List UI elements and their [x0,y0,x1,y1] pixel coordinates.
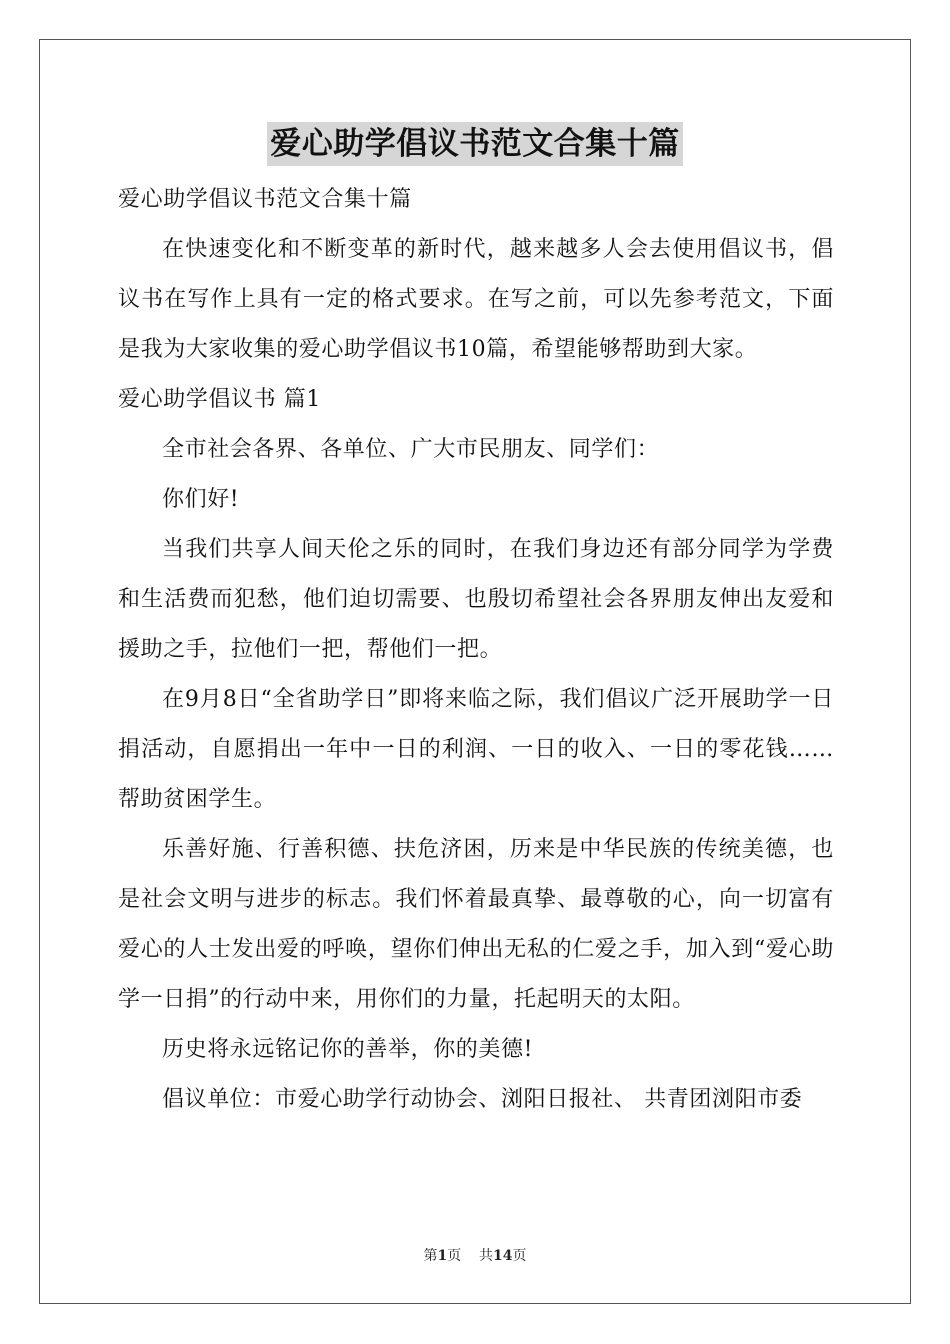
intro-paragraph: 在快速变化和不断变革的新时代，越来越多人会去使用倡议书，倡议书在写作上具有一定的格式要求。在写之前，可以先参考范文，下面是我为大家收集的爱心助学倡议书10篇，希望能够帮助到大家。 [118,237,834,362]
document-body [118,175,834,1125]
sponsor-paragraph: 倡议单位：市爱心助学行动协会、浏阳日报社、 共青团浏阳市委 [162,1087,803,1112]
total-pages-number: 14 [493,1248,513,1264]
greeting-paragraph: 你们好! [162,487,240,512]
document-subtitle: 爱心助学倡议书范文合集十篇 [118,187,412,212]
page-suffix: 页 [447,1248,462,1264]
document-title: 爱心助学倡议书范文合集十篇 [267,122,683,166]
total-suffix: 页 [512,1248,527,1264]
body-paragraph: 当我们共享人间天伦之乐的同时，在我们身边还有部分同学为学费和生活费而犯愁，他们迫切需要、也殷切希望社会各界朋友伸出友爱和援助之手，拉他们一把，帮他们一把。 [118,537,834,662]
section-heading: 爱心助学倡议书 篇1 [118,387,321,412]
title-area [0,122,950,166]
page-prefix: 第 [423,1248,438,1264]
body-paragraph: 在9月8日“全省助学日”即将来临之际，我们倡议广泛开展助学一日捐活动，自愿捐出一年中一日的利润、一日的收入、一日的零花钱……帮助贫困学生。 [118,687,834,812]
current-page-number: 1 [437,1248,448,1264]
body-paragraph: 乐善好施、行善积德、扶危济困，历来是中华民族的传统美德，也是社会文明与进步的标志。我们怀着最真挚、最尊敬的心，向一切富有爱心的人士发出爱的呼唤，望你们伸出无私的仁爱之手，加入到“爱心助学一日捐”的行动中来，用你们的力量，托起明天的太阳。 [118,837,834,1012]
page-footer [0,1246,950,1266]
salutation-paragraph: 全市社会各界、各单位、广大市民朋友、同学们： [162,437,660,462]
total-prefix: 共 [479,1248,494,1264]
body-paragraph: 历史将永远铭记你的善举，你的美德! [162,1037,534,1062]
